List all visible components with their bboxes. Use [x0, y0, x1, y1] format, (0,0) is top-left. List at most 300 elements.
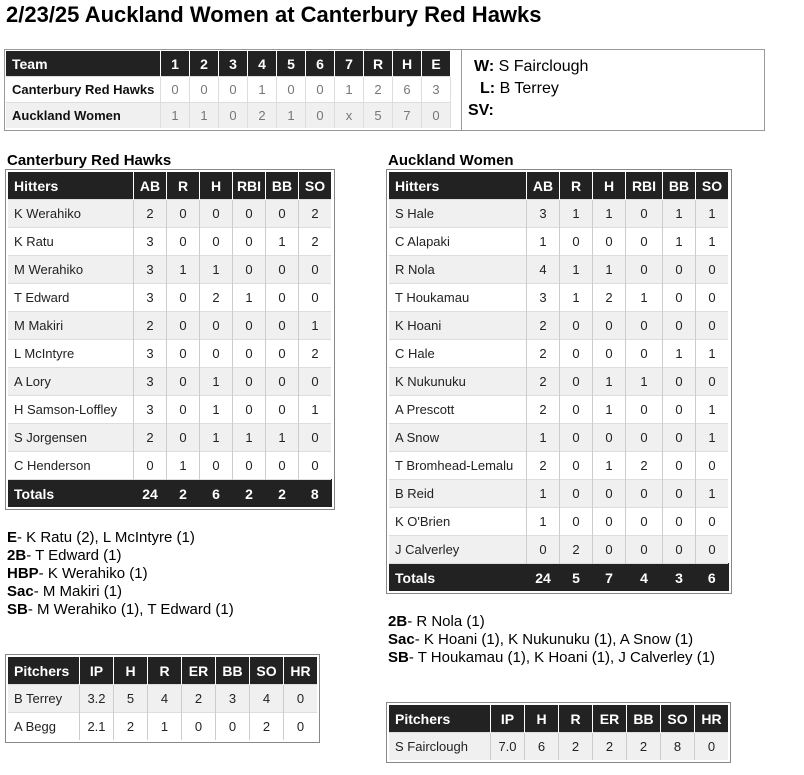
- home-hitter-stat-cell: 2: [299, 228, 332, 256]
- note-line: [388, 631, 715, 649]
- away-hitter-stat-cell: 0: [560, 508, 593, 536]
- away-hitter-player-name: R Nola: [389, 256, 527, 284]
- away-hitters-box: [386, 169, 732, 594]
- page-title: 2/23/25 Auckland Women at Canterbury Red Hawks: [6, 2, 542, 27]
- away-pitcher-col-header: ER: [593, 705, 627, 733]
- away-hitter-col-header: RBI: [626, 172, 663, 200]
- note-label: Sac: [7, 583, 34, 600]
- linescore-header-row: [6, 51, 451, 77]
- linescore-cell: 1: [277, 103, 306, 129]
- home-pitcher-col-header: H: [114, 657, 148, 685]
- away-hitter-stat-cell: 0: [626, 536, 663, 564]
- away-hitter-player-name: A Prescott: [389, 396, 527, 424]
- away-hitter-stat-cell: 0: [663, 452, 696, 480]
- away-hitter-player-name: B Reid: [389, 480, 527, 508]
- home-hitter-player-name: L McIntyre: [8, 340, 134, 368]
- away-pitcher-col-header: IP: [491, 705, 525, 733]
- linescore-team-header: Team: [6, 51, 161, 77]
- away-hitter-stat-cell: 0: [696, 284, 729, 312]
- linescore-table: [6, 51, 451, 128]
- away-hitter-stat-cell: 1: [593, 396, 626, 424]
- home-hitter-stat-cell: 0: [233, 200, 266, 228]
- away-hitter-stat-cell: 1: [696, 480, 729, 508]
- home-hitters-box: [5, 169, 335, 510]
- note-line: [7, 601, 234, 619]
- totals-cell: 3: [663, 564, 696, 592]
- away-pitcher-row: [389, 733, 728, 761]
- home-hitter-player-name: M Makiri: [8, 312, 134, 340]
- away-hitter-row: [389, 284, 728, 312]
- home-hitter-row: [8, 368, 331, 396]
- home-hitter-row: [8, 340, 331, 368]
- away-notes: [388, 613, 715, 667]
- totals-cell: 24: [134, 480, 167, 508]
- home-hitter-header-row: [8, 172, 331, 200]
- home-pitcher-stat-cell: 4: [250, 685, 284, 713]
- home-hitter-stat-cell: 2: [134, 424, 167, 452]
- totals-label: Totals: [389, 564, 527, 592]
- linescore-cell: 1: [248, 77, 277, 103]
- home-hitter-stat-cell: 0: [233, 368, 266, 396]
- home-hitter-stat-cell: 1: [266, 424, 299, 452]
- away-hitter-stat-cell: 1: [593, 200, 626, 228]
- away-hitter-player-name: S Hale: [389, 200, 527, 228]
- away-hitter-stat-cell: 0: [663, 284, 696, 312]
- linescore-team-name: Auckland Women: [6, 103, 161, 129]
- away-hitter-stat-cell: 2: [527, 340, 560, 368]
- away-hitter-stat-cell: 0: [696, 312, 729, 340]
- linescore-col-header: E: [422, 51, 451, 77]
- linescore-cell: x: [335, 103, 364, 129]
- away-hitter-player-name: T Houkamau: [389, 284, 527, 312]
- home-hitter-stat-cell: 3: [134, 396, 167, 424]
- home-hitter-stat-cell: 0: [266, 312, 299, 340]
- away-hitter-stat-cell: 1: [527, 228, 560, 256]
- linescore-cell: 0: [306, 103, 335, 129]
- loss-label: L:: [480, 80, 496, 97]
- home-hitter-stat-cell: 0: [266, 200, 299, 228]
- note-label: SB: [388, 649, 409, 666]
- away-hitter-stat-cell: 3: [527, 284, 560, 312]
- totals-cell: 4: [626, 564, 663, 592]
- away-pitchers-box: [386, 702, 731, 763]
- away-hitter-stat-cell: 1: [626, 284, 663, 312]
- away-hitter-stat-cell: 0: [593, 340, 626, 368]
- home-hitter-stat-cell: 1: [233, 424, 266, 452]
- totals-cell: 2: [233, 480, 266, 508]
- home-hitter-stat-cell: 0: [233, 452, 266, 480]
- away-hitter-row: [389, 424, 728, 452]
- home-hitter-stat-cell: 1: [200, 424, 233, 452]
- away-pitcher-stat-cell: 8: [661, 733, 695, 761]
- away-hitter-stat-cell: 0: [626, 424, 663, 452]
- home-hitter-stat-cell: 0: [200, 452, 233, 480]
- home-pitcher-col-header: R: [148, 657, 182, 685]
- away-hitter-stat-cell: 1: [663, 340, 696, 368]
- note-label: SB: [7, 601, 28, 618]
- home-hitter-col-header: H: [200, 172, 233, 200]
- home-hitter-stat-cell: 0: [266, 284, 299, 312]
- linescore-cell: 2: [248, 103, 277, 129]
- totals-cell: 2: [167, 480, 200, 508]
- home-hitter-stat-cell: 0: [167, 396, 200, 424]
- save-label: SV:: [468, 102, 494, 119]
- home-hitter-player-name: T Edward: [8, 284, 134, 312]
- home-pitcher-stat-cell: 0: [216, 713, 250, 741]
- away-hitter-totals-row: [389, 564, 728, 592]
- away-hitter-stat-cell: 3: [527, 200, 560, 228]
- pitching-decisions: [461, 50, 762, 130]
- home-hitter-stat-cell: 1: [299, 312, 332, 340]
- home-hitter-row: [8, 256, 331, 284]
- home-pitcher-stat-cell: 0: [284, 685, 318, 713]
- home-hitter-stat-cell: 0: [233, 312, 266, 340]
- away-hitter-col-header: BB: [663, 172, 696, 200]
- home-hitter-col-header: R: [167, 172, 200, 200]
- away-hitter-stat-cell: 0: [663, 508, 696, 536]
- home-hitters-table: [8, 172, 332, 507]
- home-pitcher-stat-cell: 3.2: [80, 685, 114, 713]
- home-hitter-stat-cell: 1: [167, 452, 200, 480]
- home-hitter-stat-cell: 1: [233, 284, 266, 312]
- away-hitter-row: [389, 452, 728, 480]
- note-text: - M Werahiko (1), T Edward (1): [27, 601, 234, 618]
- linescore-cell: 6: [393, 77, 422, 103]
- away-hitter-stat-cell: 0: [560, 368, 593, 396]
- linescore-cell: 1: [190, 103, 219, 129]
- home-hitter-row: [8, 452, 331, 480]
- home-hitter-stat-cell: 3: [134, 284, 167, 312]
- away-hitter-stat-cell: 1: [593, 452, 626, 480]
- totals-cell: 7: [593, 564, 626, 592]
- away-hitter-stat-cell: 0: [626, 256, 663, 284]
- linescore-cell: 0: [277, 77, 306, 103]
- away-hitter-stat-cell: 0: [560, 228, 593, 256]
- away-hitter-stat-cell: 0: [696, 452, 729, 480]
- home-hitter-stat-cell: 0: [299, 256, 332, 284]
- win-label: W:: [474, 58, 495, 75]
- away-hitter-player-name: C Hale: [389, 340, 527, 368]
- away-hitter-stat-cell: 0: [593, 424, 626, 452]
- away-hitter-stat-cell: 2: [626, 452, 663, 480]
- away-hitter-player-name: K Nukunuku: [389, 368, 527, 396]
- home-pitcher-row: [8, 713, 317, 741]
- away-hitter-player-name: A Snow: [389, 424, 527, 452]
- away-hitter-stat-cell: 1: [696, 396, 729, 424]
- away-pitcher-player-name: S Fairclough: [389, 733, 491, 761]
- home-pitcher-col-header: Pitchers: [8, 657, 80, 685]
- linescore-cell: 3: [422, 77, 451, 103]
- home-hitter-stat-cell: 0: [266, 368, 299, 396]
- home-hitter-stat-cell: 1: [266, 228, 299, 256]
- home-hitter-stat-cell: 0: [200, 312, 233, 340]
- note-label: 2B: [7, 547, 27, 564]
- note-line: [388, 649, 715, 667]
- home-hitter-stat-cell: 0: [233, 228, 266, 256]
- linescore-cell: 0: [422, 103, 451, 129]
- linescore-cell: 1: [335, 77, 364, 103]
- away-hitter-stat-cell: 2: [527, 396, 560, 424]
- home-hitter-stat-cell: 0: [200, 228, 233, 256]
- away-hitter-col-header: R: [560, 172, 593, 200]
- note-text: - K Hoani (1), K Nukunuku (1), A Snow (1): [414, 631, 694, 648]
- home-hitter-player-name: H Samson-Loffley: [8, 396, 134, 424]
- home-pitcher-player-name: A Begg: [8, 713, 80, 741]
- away-hitter-stat-cell: 1: [663, 228, 696, 256]
- away-hitter-stat-cell: 4: [527, 256, 560, 284]
- home-pitcher-col-header: SO: [250, 657, 284, 685]
- home-hitter-stat-cell: 3: [134, 228, 167, 256]
- home-hitter-stat-cell: 0: [299, 284, 332, 312]
- linescore-col-header: 6: [306, 51, 335, 77]
- home-hitter-row: [8, 228, 331, 256]
- away-hitter-row: [389, 256, 728, 284]
- save-decision: [468, 102, 494, 120]
- linescore-cell: 5: [364, 103, 393, 129]
- linescore-col-header: H: [393, 51, 422, 77]
- home-hitter-stat-cell: 0: [299, 452, 332, 480]
- home-pitchers-table: [8, 657, 317, 740]
- linescore-box: [4, 49, 765, 131]
- away-pitcher-stat-cell: 2: [593, 733, 627, 761]
- note-text: - M Makiri (1): [33, 583, 123, 600]
- away-hitter-stat-cell: 2: [527, 452, 560, 480]
- home-team-heading: Canterbury Red Hawks: [7, 152, 172, 169]
- note-text: - R Nola (1): [407, 613, 485, 630]
- home-hitter-stat-cell: 0: [266, 340, 299, 368]
- home-pitcher-stat-cell: 1: [148, 713, 182, 741]
- linescore-cell: 2: [364, 77, 393, 103]
- home-hitter-stat-cell: 0: [167, 368, 200, 396]
- linescore-col-header: 7: [335, 51, 364, 77]
- home-hitter-player-name: C Henderson: [8, 452, 134, 480]
- totals-cell: 5: [560, 564, 593, 592]
- home-pitcher-stat-cell: 2: [250, 713, 284, 741]
- win-decision: [474, 58, 588, 76]
- away-pitcher-stat-cell: 2: [627, 733, 661, 761]
- home-hitter-stat-cell: 1: [200, 256, 233, 284]
- note-text: - K Ratu (2), L McIntyre (1): [17, 529, 195, 546]
- away-hitter-stat-cell: 0: [696, 508, 729, 536]
- totals-label: Totals: [8, 480, 134, 508]
- away-pitcher-header-row: [389, 705, 728, 733]
- away-hitter-stat-cell: 2: [593, 284, 626, 312]
- away-hitter-stat-cell: 0: [560, 452, 593, 480]
- home-hitter-stat-cell: 3: [134, 368, 167, 396]
- home-hitter-stat-cell: 0: [200, 340, 233, 368]
- home-pitcher-stat-cell: 2: [182, 685, 216, 713]
- away-hitter-player-name: J Calverley: [389, 536, 527, 564]
- totals-cell: 8: [299, 480, 332, 508]
- linescore-cell: 0: [306, 77, 335, 103]
- away-hitter-row: [389, 228, 728, 256]
- note-line: [7, 547, 234, 565]
- linescore-cell: 0: [219, 77, 248, 103]
- away-hitter-stat-cell: 0: [593, 228, 626, 256]
- away-hitter-stat-cell: 0: [593, 480, 626, 508]
- away-hitter-stat-cell: 1: [696, 228, 729, 256]
- away-hitter-stat-cell: 1: [696, 200, 729, 228]
- home-hitter-stat-cell: 2: [134, 312, 167, 340]
- home-pitcher-col-header: ER: [182, 657, 216, 685]
- note-label: Sac: [388, 631, 415, 648]
- note-label: 2B: [388, 613, 408, 630]
- away-hitter-stat-cell: 0: [626, 508, 663, 536]
- loss-decision: [480, 80, 559, 98]
- home-hitter-stat-cell: 0: [233, 256, 266, 284]
- away-hitter-row: [389, 480, 728, 508]
- away-hitter-stat-cell: 0: [593, 508, 626, 536]
- home-hitter-stat-cell: 0: [200, 200, 233, 228]
- note-line: [388, 613, 715, 631]
- note-line: [7, 529, 234, 547]
- away-hitter-stat-cell: 1: [560, 256, 593, 284]
- home-hitter-row: [8, 396, 331, 424]
- away-hitter-stat-cell: 0: [663, 368, 696, 396]
- away-hitter-row: [389, 340, 728, 368]
- home-hitter-player-name: S Jorgensen: [8, 424, 134, 452]
- home-hitter-stat-cell: 0: [167, 284, 200, 312]
- away-hitter-stat-cell: 0: [560, 340, 593, 368]
- linescore-col-header: 3: [219, 51, 248, 77]
- away-hitter-stat-cell: 0: [696, 368, 729, 396]
- home-hitter-stat-cell: 0: [299, 424, 332, 452]
- home-pitcher-stat-cell: 2: [114, 713, 148, 741]
- away-hitter-stat-cell: 0: [626, 200, 663, 228]
- away-hitter-stat-cell: 0: [560, 396, 593, 424]
- linescore-col-header: R: [364, 51, 393, 77]
- linescore-col-header: 4: [248, 51, 277, 77]
- home-hitter-stat-cell: 0: [266, 256, 299, 284]
- away-hitter-stat-cell: 1: [560, 200, 593, 228]
- away-hitter-stat-cell: 0: [560, 424, 593, 452]
- home-hitter-stat-cell: 0: [167, 424, 200, 452]
- away-hitter-stat-cell: 0: [527, 536, 560, 564]
- note-label: E: [7, 529, 18, 546]
- away-pitchers-table: [389, 705, 728, 760]
- away-pitcher-col-header: H: [525, 705, 559, 733]
- note-text: - T Edward (1): [26, 547, 122, 564]
- home-hitter-stat-cell: 0: [266, 452, 299, 480]
- away-hitter-row: [389, 508, 728, 536]
- home-hitter-stat-cell: 0: [167, 312, 200, 340]
- home-hitter-stat-cell: 1: [299, 396, 332, 424]
- away-hitter-stat-cell: 2: [560, 536, 593, 564]
- home-hitter-stat-cell: 0: [167, 228, 200, 256]
- away-hitters-table: [389, 172, 729, 591]
- away-hitter-stat-cell: 1: [696, 424, 729, 452]
- home-hitter-stat-cell: 0: [299, 368, 332, 396]
- linescore-col-header: 5: [277, 51, 306, 77]
- home-pitcher-col-header: HR: [284, 657, 318, 685]
- linescore-cell: 1: [161, 103, 190, 129]
- away-hitter-stat-cell: 1: [527, 424, 560, 452]
- linescore-cell: 0: [219, 103, 248, 129]
- linescore-col-header: 2: [190, 51, 219, 77]
- away-hitter-stat-cell: 1: [527, 480, 560, 508]
- linescore-row: [6, 77, 451, 103]
- home-hitter-stat-cell: 2: [299, 200, 332, 228]
- home-hitter-stat-cell: 0: [233, 396, 266, 424]
- away-hitter-col-header: SO: [696, 172, 729, 200]
- away-pitcher-stat-cell: 2: [559, 733, 593, 761]
- home-hitter-totals-row: [8, 480, 331, 508]
- home-hitter-row: [8, 200, 331, 228]
- away-pitcher-col-header: SO: [661, 705, 695, 733]
- away-hitter-stat-cell: 1: [593, 256, 626, 284]
- away-hitter-stat-cell: 1: [560, 284, 593, 312]
- home-pitcher-col-header: BB: [216, 657, 250, 685]
- away-hitter-stat-cell: 0: [663, 256, 696, 284]
- linescore-team-name: Canterbury Red Hawks: [6, 77, 161, 103]
- home-notes: [7, 529, 234, 619]
- away-hitter-col-header: H: [593, 172, 626, 200]
- away-hitter-stat-cell: 0: [696, 256, 729, 284]
- away-pitcher-col-header: HR: [695, 705, 729, 733]
- away-hitter-stat-cell: 0: [663, 424, 696, 452]
- away-hitter-stat-cell: 1: [663, 200, 696, 228]
- totals-cell: 24: [527, 564, 560, 592]
- away-hitter-stat-cell: 0: [626, 312, 663, 340]
- home-hitter-col-header: AB: [134, 172, 167, 200]
- home-hitter-row: [8, 284, 331, 312]
- home-hitter-stat-cell: 2: [134, 200, 167, 228]
- away-hitter-stat-cell: 1: [527, 508, 560, 536]
- away-hitter-stat-cell: 0: [626, 480, 663, 508]
- away-hitter-stat-cell: 1: [696, 340, 729, 368]
- home-pitcher-stat-cell: 5: [114, 685, 148, 713]
- away-hitter-stat-cell: 0: [593, 536, 626, 564]
- home-pitcher-col-header: IP: [80, 657, 114, 685]
- away-hitter-player-name: T Bromhead-Lemalu: [389, 452, 527, 480]
- totals-cell: 2: [266, 480, 299, 508]
- home-hitter-col-header: SO: [299, 172, 332, 200]
- away-hitter-stat-cell: 0: [560, 480, 593, 508]
- away-hitter-stat-cell: 0: [663, 396, 696, 424]
- home-hitter-stat-cell: 1: [200, 368, 233, 396]
- away-hitter-stat-cell: 1: [593, 368, 626, 396]
- away-hitter-player-name: C Alapaki: [389, 228, 527, 256]
- home-pitcher-stat-cell: 0: [284, 713, 318, 741]
- linescore-cell: 7: [393, 103, 422, 129]
- away-hitter-row: [389, 200, 728, 228]
- home-hitter-stat-cell: 2: [200, 284, 233, 312]
- home-hitter-stat-cell: 2: [299, 340, 332, 368]
- linescore-cell: 0: [161, 77, 190, 103]
- note-label: HBP: [7, 565, 39, 582]
- totals-cell: 6: [696, 564, 729, 592]
- away-hitter-stat-cell: 0: [663, 536, 696, 564]
- home-pitcher-stat-cell: 0: [182, 713, 216, 741]
- home-hitter-player-name: M Werahiko: [8, 256, 134, 284]
- note-line: [7, 565, 234, 583]
- home-pitcher-stat-cell: 3: [216, 685, 250, 713]
- away-pitcher-col-header: Pitchers: [389, 705, 491, 733]
- home-pitcher-stat-cell: 2.1: [80, 713, 114, 741]
- away-hitter-stat-cell: 2: [527, 312, 560, 340]
- loss-pitcher: B Terrey: [499, 80, 559, 97]
- home-hitter-stat-cell: 0: [266, 396, 299, 424]
- home-hitter-stat-cell: 1: [200, 396, 233, 424]
- away-hitter-stat-cell: 2: [527, 368, 560, 396]
- away-hitter-stat-cell: 0: [560, 312, 593, 340]
- away-hitter-col-header: Hitters: [389, 172, 527, 200]
- away-pitcher-stat-cell: 7.0: [491, 733, 525, 761]
- away-hitter-header-row: [389, 172, 728, 200]
- away-hitter-row: [389, 536, 728, 564]
- home-hitter-player-name: A Lory: [8, 368, 134, 396]
- home-hitter-col-header: RBI: [233, 172, 266, 200]
